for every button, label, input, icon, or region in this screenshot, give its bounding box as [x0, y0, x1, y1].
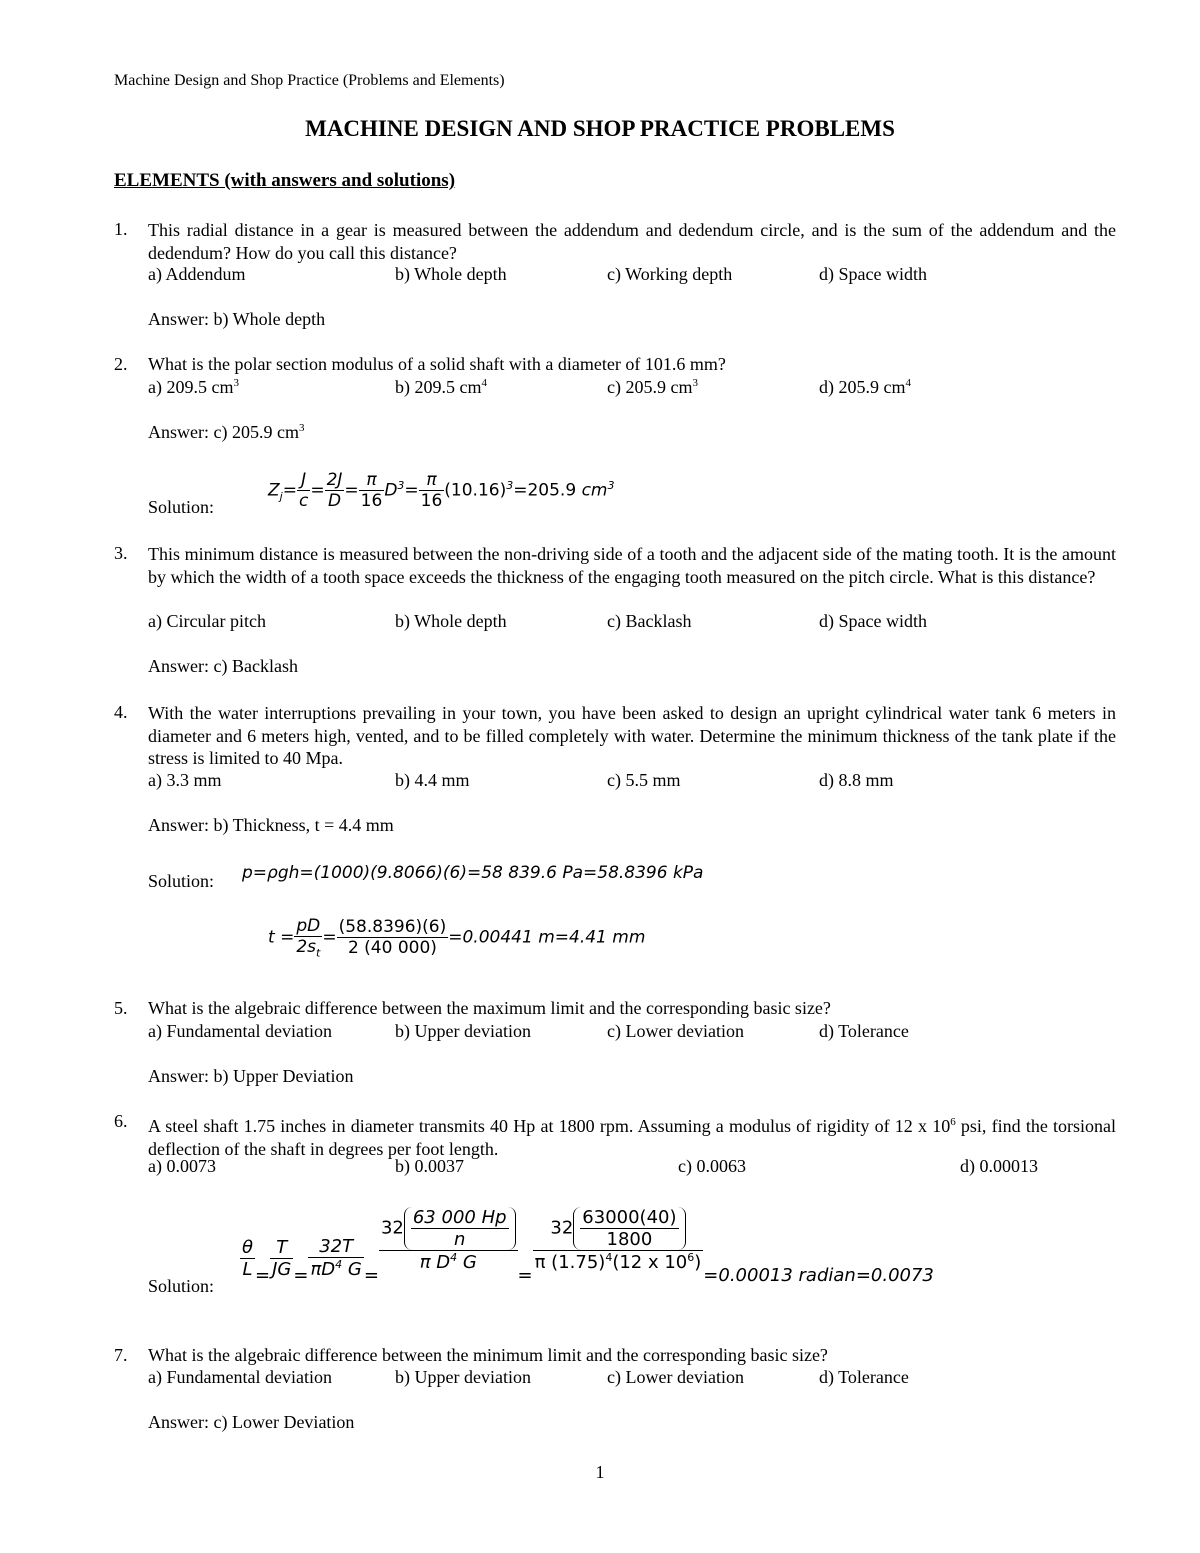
- fraction-pi-over-16-b: $\frac{\pi}{16}$: [420, 470, 443, 511]
- fraction-values: $\frac{(58.8396)(6)}{2 (40 000)}$: [338, 917, 447, 959]
- formula-thickness: t = $\frac{pD}{2s_t}$ = $\frac{(58.8396)(6)}{2 (40 000)}$ =0.00441 m=4.41 mm: [268, 916, 646, 960]
- fraction-pi-over-16: $\frac{\pi}{16}$: [360, 470, 383, 511]
- question-text: This radial distance in a gear is measured between the addendum and dedendum circle, and is the sum of the addendum and the dedendum? How do you call this distance?: [148, 220, 1116, 263]
- option-b: b) 4.4 mm: [395, 770, 470, 790]
- option-b-exp: 4: [481, 377, 487, 389]
- option-b: b) Upper deviation: [395, 1367, 531, 1387]
- option-d: d) 0.00013: [960, 1156, 1038, 1176]
- question-number: 7.: [114, 1345, 128, 1365]
- solution-label: Solution:: [148, 497, 215, 517]
- fraction-theta-over-l: $\frac{\theta}{L}$: [242, 1236, 254, 1280]
- option-d-text: d) 205.9 cm: [819, 377, 906, 397]
- option-d: d) Tolerance: [819, 1367, 909, 1387]
- formula-section-modulus: $Z_j=$ $\frac{J}{c}$ = $\frac{2J}{D}$ = $\frac{\pi}{16}$ $D^3=$ $\frac{\pi}{16}$ $(10.16)^3=205.9$ $cm^3$: [268, 470, 615, 511]
- option-c-exp: 3: [692, 377, 698, 389]
- option-a-text: a) 209.5 cm: [148, 377, 234, 397]
- question-number: 5.: [114, 998, 128, 1018]
- page-header: Machine Design and Shop Practice (Problems and Elements): [114, 72, 505, 89]
- fraction-j-over-c: $\frac{J}{c}$: [298, 470, 309, 511]
- fraction-pd-over-2st: $\frac{pD}{2s_t}$: [296, 916, 321, 960]
- option-b-text: b) 209.5 cm: [395, 377, 482, 397]
- option-c: c) Working depth: [607, 264, 733, 284]
- option-d-exp: 4: [905, 377, 911, 389]
- answer: Answer: b) Thickness, t = 4.4 mm: [148, 815, 394, 835]
- option-a: a) Fundamental deviation: [148, 1367, 332, 1387]
- option-b: b) 0.0037: [395, 1156, 464, 1176]
- answer-exp: 3: [298, 422, 305, 434]
- question-number: 4.: [114, 702, 128, 722]
- question-text: With the water interruptions prevailing in your town, you have been asked to design an upright cylindrical water tank 6 meters in diameter and 6 meters high, vented, and to be filled completely with water. Determine the minimum thickness of the tank plate if the stress is limited to 40 Mpa.: [148, 703, 1116, 768]
- question-text: This minimum distance is measured between the non-driving side of a tooth and the adjacent side of the mating tooth. It is the amount by which the width of a tooth space exceeds the thickness of the engaging tooth measured on the pitch circle. What is this distance?: [148, 544, 1116, 587]
- question-number: 3.: [114, 543, 128, 563]
- option-d: d) 8.8 mm: [819, 770, 894, 790]
- question-text: What is the algebraic difference between the minimum limit and the corresponding basic size?: [148, 1345, 828, 1365]
- fraction-32t: $\frac{32T}{\pi D^4 G}$: [310, 1236, 362, 1280]
- option-b: b) Whole depth: [395, 611, 507, 631]
- answer: Answer: c) Backlash: [148, 656, 298, 676]
- option-c: c) Lower deviation: [607, 1021, 744, 1041]
- page-title: MACHINE DESIGN AND SHOP PRACTICE PROBLEMS: [305, 116, 895, 141]
- option-a: a) Addendum: [148, 264, 246, 284]
- option-b: b) Upper deviation: [395, 1021, 531, 1041]
- option-c: c) Lower deviation: [607, 1367, 744, 1387]
- option-c: c) Backlash: [607, 611, 692, 631]
- question-number: 6.: [114, 1111, 128, 1131]
- option-d: [819, 377, 911, 398]
- question-number: 2.: [114, 354, 128, 374]
- option-a: a) 0.0073: [148, 1156, 216, 1176]
- fraction-2j-over-d: $\frac{2J}{D}$: [326, 470, 343, 511]
- option-c: [607, 377, 698, 398]
- answer-text: Answer: c) 205.9 cm: [148, 422, 299, 442]
- formula-pressure: p=ρgh=(1000)(9.8066)(6)=58 839.6 Pa=58.8396 kPa: [242, 863, 704, 883]
- option-a: [148, 377, 239, 398]
- option-c: c) 5.5 mm: [607, 770, 681, 790]
- option-b: b) Whole depth: [395, 264, 507, 284]
- option-d: d) Space width: [819, 611, 927, 631]
- option-b: [395, 377, 487, 398]
- question-text: What is the algebraic difference between the maximum limit and the corresponding basic size?: [148, 998, 831, 1018]
- fraction-hp-values: 32 $\frac{63000(40)}{1800}$ π $(1.75)^4(12$ x $10^6$): [534, 1207, 702, 1273]
- page-number: 1: [595, 1462, 605, 1482]
- option-a: a) 3.3 mm: [148, 770, 222, 790]
- answer: Answer: c) Lower Deviation: [148, 1412, 355, 1432]
- question-text: A steel shaft 1.75 inches in diameter transmits 40 Hp at 1800 rpm. Assuming a modulus of rigidity of 12 x $10^6$ psi, find the torsional deflection of the shaft in degrees per foot length.: [148, 1116, 1117, 1159]
- option-a: a) Circular pitch: [148, 611, 266, 631]
- option-d: d) Space width: [819, 264, 927, 284]
- solution-label: Solution:: [148, 1276, 215, 1296]
- formula-torsion: $\frac{\theta}{L}$ = $\frac{T}{JG}$ = $\frac{32T}{\pi D^4 G}$ = 32 $\frac{63 000 Hp}{n}$ π $D^4$ G = 32 $\frac{63000(40)}{1800}$ π $(1.75)^4(12$ x $10^6$) =0.00013 radian=0.0073: [242, 1207, 934, 1286]
- answer: [148, 422, 304, 443]
- question-text: What is the polar section modulus of a solid shaft with a diameter of 101.6 mm?: [148, 354, 726, 374]
- option-c: c) 0.0063: [678, 1156, 746, 1176]
- z-symbol: Z: [268, 480, 280, 501]
- option-d: d) Tolerance: [819, 1021, 909, 1041]
- z-sub: j: [279, 489, 283, 503]
- answer: Answer: b) Upper Deviation: [148, 1066, 354, 1086]
- option-a-exp: 3: [233, 377, 239, 389]
- option-a: a) Fundamental deviation: [148, 1021, 332, 1041]
- fraction-t-over-jg: $\frac{T}{JG}$: [272, 1236, 292, 1280]
- section-heading: ELEMENTS (with answers and solutions): [114, 170, 456, 191]
- solution-label: Solution:: [148, 871, 215, 891]
- question-number: 1.: [114, 219, 128, 239]
- fraction-hp-expression: 32 $\frac{63 000 Hp}{n}$ π $D^4$ G: [379, 1207, 518, 1273]
- answer: Answer: b) Whole depth: [148, 309, 326, 329]
- option-c-text: c) 205.9 cm: [607, 377, 693, 397]
